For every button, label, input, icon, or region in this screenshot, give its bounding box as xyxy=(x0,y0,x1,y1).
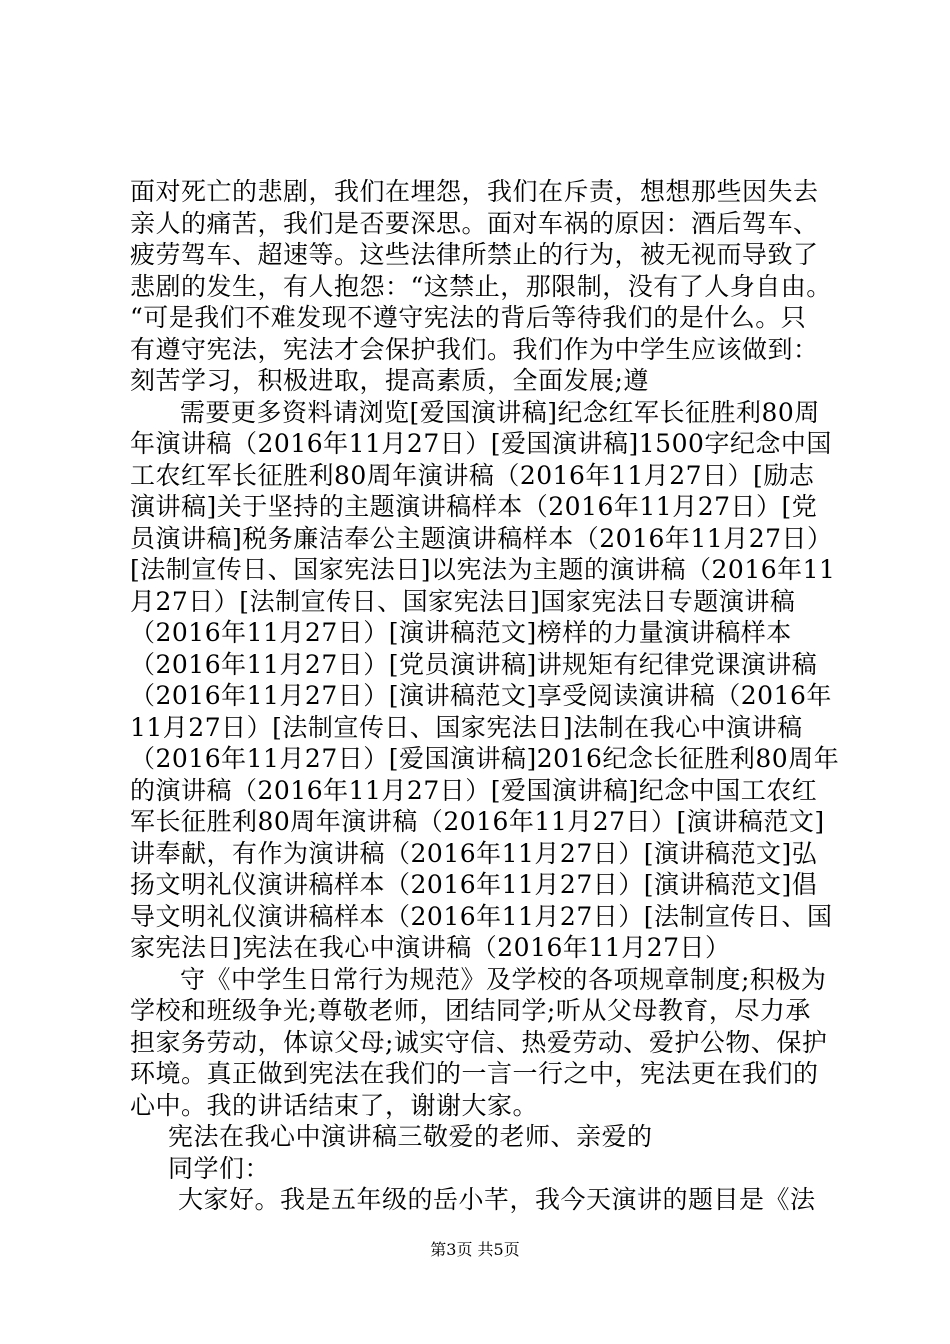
body-line: 导文明礼仪演讲稿样本（2016年11月27日）[法制宣传日、国 xyxy=(130,901,833,931)
body-line: 有遵守宪法，宪法才会保护我们。我们作为中学生应该做到： xyxy=(130,334,819,364)
body-line-paragraph-start: 需要更多资料请浏览[爱国演讲稿]纪念红军长征胜利80周 xyxy=(180,397,820,427)
body-line: 演讲稿]关于坚持的主题演讲稿样本（2016年11月27日）[党 xyxy=(130,492,818,521)
body-line: 面对死亡的悲剧，我们在埋怨，我们在斥责，想想那些因失去 xyxy=(130,177,819,206)
body-line: 刻苦学习，积极进取，提高素质，全面发展;遵 xyxy=(130,366,649,395)
body-line: 环境。真正做到宪法在我们的一言一行之中，宪法更在我们的 xyxy=(130,1059,819,1088)
body-line: 悲剧的发生，有人抱怨：“这禁止，那限制，没有了人身自由。 xyxy=(130,271,832,301)
body-line: “可是我们不难发现不遵守宪法的背后等待我们的是什么。只 xyxy=(130,303,807,332)
body-line: 心中。我的讲话结束了，谢谢大家。 xyxy=(130,1090,539,1120)
body-line: 工农红军长征胜利80周年演讲稿（2016年11月27日）[励志 xyxy=(130,460,815,490)
body-line: 学校和班级争光;尊敬老师，团结同学;听从父母教育，尽力承 xyxy=(130,996,811,1025)
body-line: [法制宣传日、国家宪法日]以宪法为主题的演讲稿（2016年11 xyxy=(130,555,836,584)
body-line: 讲奉献，有作为演讲稿（2016年11月27日）[演讲稿范文]弘 xyxy=(130,838,818,868)
body-line: 11月27日）[法制宣传日、国家宪法日]法制在我心中演讲稿 xyxy=(130,712,803,742)
body-line: （2016年11月27日）[演讲稿范文]榜样的力量演讲稿样本 xyxy=(130,618,792,647)
body-line: （2016年11月27日）[党员演讲稿]讲规矩有纪律党课演讲稿 xyxy=(130,649,818,679)
body-line-paragraph-start: 守《中学生日常行为规范》及学校的各项规章制度;积极为 xyxy=(180,964,827,994)
body-line: 军长征胜利80周年演讲稿（2016年11月27日）[演讲稿范文] xyxy=(130,807,825,836)
body-line: 担家务劳动，体谅父母;诚实守信、热爱劳动、爱护公物、保护 xyxy=(130,1027,828,1057)
body-line: 年演讲稿（2016年11月27日）[爱国演讲稿]1500字纪念中国 xyxy=(130,429,832,458)
body-line: （2016年11月27日）[爱国演讲稿]2016纪念长征胜利80周年 xyxy=(130,744,840,773)
body-line: （2016年11月27日）[演讲稿范文]享受阅读演讲稿（2016年 xyxy=(130,681,832,710)
body-line: 的演讲稿（2016年11月27日）[爱国演讲稿]纪念中国工农红 xyxy=(130,775,818,805)
document-body xyxy=(130,176,850,1216)
page-number-footer: 第3页 共5页 xyxy=(430,1240,520,1259)
body-line: 家宪法日]宪法在我心中演讲稿（2016年11月27日） xyxy=(130,933,731,962)
salutation-line: 同学们： xyxy=(168,1153,271,1183)
body-line: 亲人的痛苦，我们是否要深思。面对车祸的原因：酒后驾车、 xyxy=(130,208,819,238)
speech-title-line: 宪法在我心中演讲稿三敬爱的老师、亲爱的 xyxy=(168,1122,653,1151)
body-line: 月27日）[法制宣传日、国家宪法日]国家宪法日专题演讲稿 xyxy=(130,586,796,616)
body-line: 疲劳驾车、超速等。这些法律所禁止的行为，被无视而导致了 xyxy=(130,240,819,269)
body-line: 员演讲稿]税务廉洁奉公主题演讲稿样本（2016年11月27日） xyxy=(130,523,833,553)
body-line: 扬文明礼仪演讲稿样本（2016年11月27日）[演讲稿范文]倡 xyxy=(130,870,818,899)
body-line-paragraph-start: 大家好。我是五年级的岳小芊，我今天演讲的题目是《法 xyxy=(178,1185,816,1214)
